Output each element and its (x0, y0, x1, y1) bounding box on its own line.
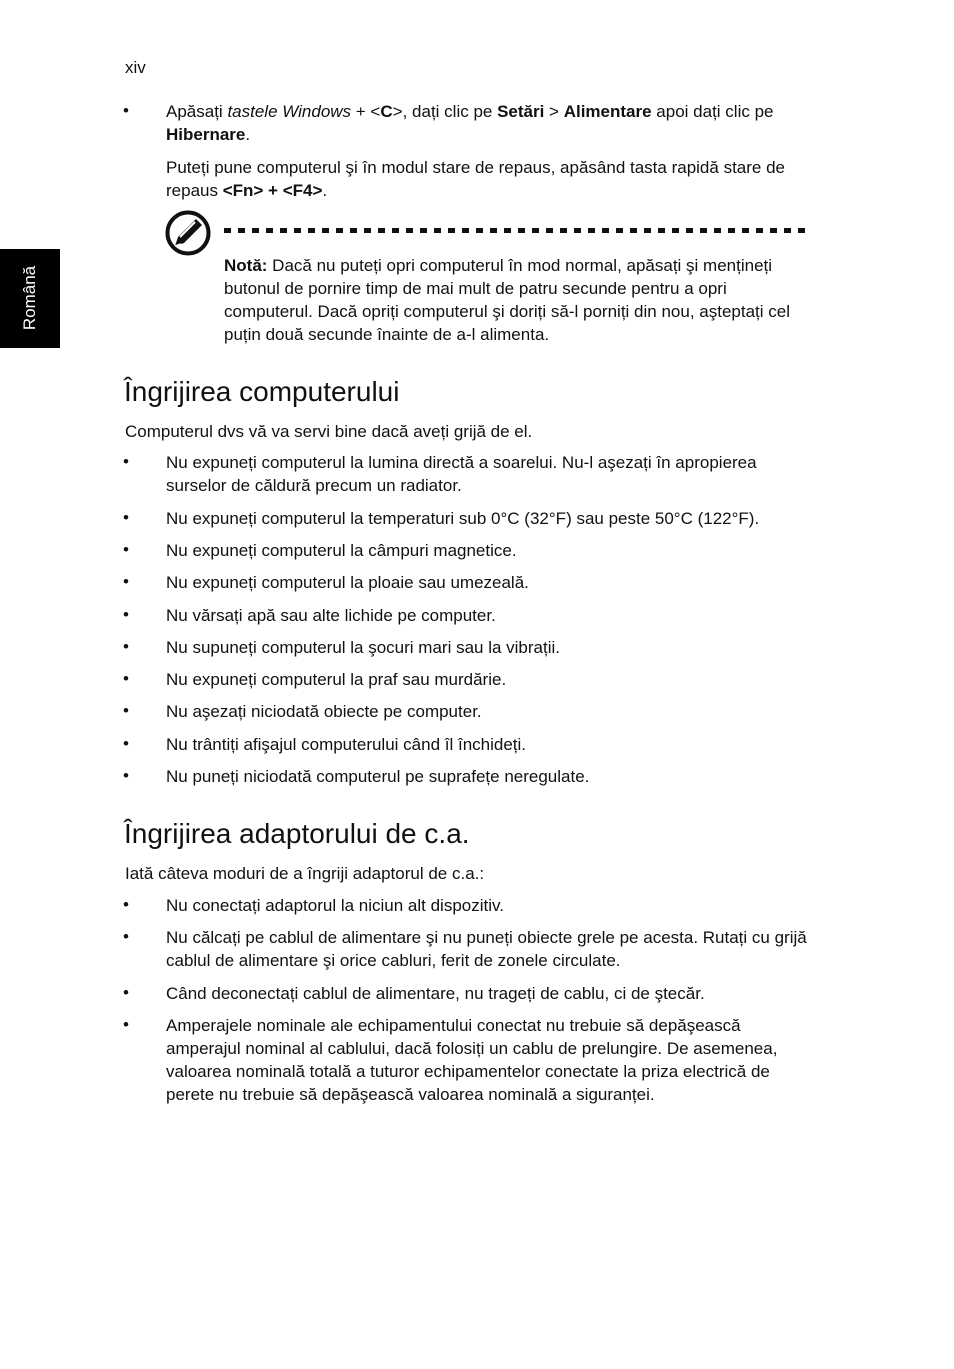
list-item: Nu expuneți computerul la lumina directă a soarelui. Nu-l aşezați în apropierea surselor de căldură precum un radiator. (166, 453, 757, 495)
bullet-marker: • (123, 1015, 129, 1034)
bullet-marker: • (123, 895, 129, 914)
note-pencil-icon (165, 210, 211, 256)
section-heading-computer-care: Îngrijirea computerului (124, 376, 400, 407)
section-intro-computer-care: Computerul dvs vă va servi bine dacă aveți grijă de el. (125, 422, 533, 441)
bullet-hibernate: Apăsați tastele Windows + <C>, dați clic pe Setări > Alimentare apoi dați clic pe Hibernare. (166, 102, 774, 144)
list-item: Nu expuneți computerul la praf sau murdărie. (166, 670, 507, 689)
list-item: Nu puneți niciodată computerul pe suprafețe neregulate. (166, 767, 590, 786)
bullet-marker: • (123, 669, 129, 688)
list-item: Nu expuneți computerul la ploaie sau umezeală. (166, 573, 529, 592)
bullet-marker: • (123, 983, 129, 1002)
list-item: Nu aşezați niciodată obiecte pe computer. (166, 702, 482, 721)
list-item: Nu călcați pe cablul de alimentare şi nu puneți obiecte grele pe acesta. Rutați cu grijă cablul de alimentare şi orice cabluri, ferit de zonele circulate. (166, 928, 807, 970)
note-text: Notă: Dacă nu puteți opri computerul în mod normal, apăsați şi mențineți butonul de pornire timp de mai mult de patru secunde pentru a opri computerul. Dacă opriți computerul şi doriți să-l porniți din nou, aşteptați cel puțin două secunde înainte de a-l alimenta. (224, 256, 790, 344)
list-item: Amperajele nominale ale echipamentului conectat nu trebuie să depăşească amperajul nominal al cablului, dacă folosiți un cablu de prelungire. De asemenea, valoarea nominală totală a tuturor echipamentelor conectate la priza electrică de perete nu trebuie să depăşească valoarea nominală a siguranței. (166, 1016, 778, 1104)
bullet-marker: • (123, 508, 129, 527)
language-tab-label: Română (20, 265, 39, 331)
list-item: Nu expuneți computerul la câmpuri magnetice. (166, 541, 517, 560)
bullet-marker: • (123, 101, 129, 120)
bullet-marker: • (123, 637, 129, 656)
bullet-marker: • (123, 572, 129, 591)
list-item: Când deconectați cablul de alimentare, nu trageți de cablu, ci de ştecăr. (166, 984, 705, 1003)
sleep-paragraph: Puteți pune computerul şi în modul stare de repaus, apăsând tasta rapidă stare de repaus <Fn> + <F4>. (166, 158, 785, 200)
list-item: Nu supuneți computerul la şocuri mari sau la vibrații. (166, 638, 561, 657)
list-item: Nu trântiți afişajul computerului când îl închideți. (166, 735, 527, 754)
list-item: Nu expuneți computerul la temperaturi sub 0°C (32°F) sau peste 50°C (122°F). (166, 509, 760, 528)
bullet-marker: • (123, 701, 129, 720)
bullet-marker: • (123, 734, 129, 753)
section-intro-adapter-care: Iată câteva moduri de a îngriji adaptorul de c.a.: (125, 864, 485, 883)
list-item: Nu vărsați apă sau alte lichide pe computer. (166, 606, 496, 625)
bullet-marker: • (123, 540, 129, 559)
language-tab (0, 249, 60, 348)
note-divider (224, 228, 810, 233)
bullet-marker: • (123, 605, 129, 624)
bullet-marker: • (123, 452, 129, 471)
list-item: Nu conectați adaptorul la niciun alt dispozitiv. (166, 896, 504, 915)
bullet-marker: • (123, 766, 129, 785)
bullet-marker: • (123, 927, 129, 946)
page-number: xiv (125, 58, 146, 77)
section-heading-adapter-care: Îngrijirea adaptorului de c.a. (124, 818, 470, 849)
